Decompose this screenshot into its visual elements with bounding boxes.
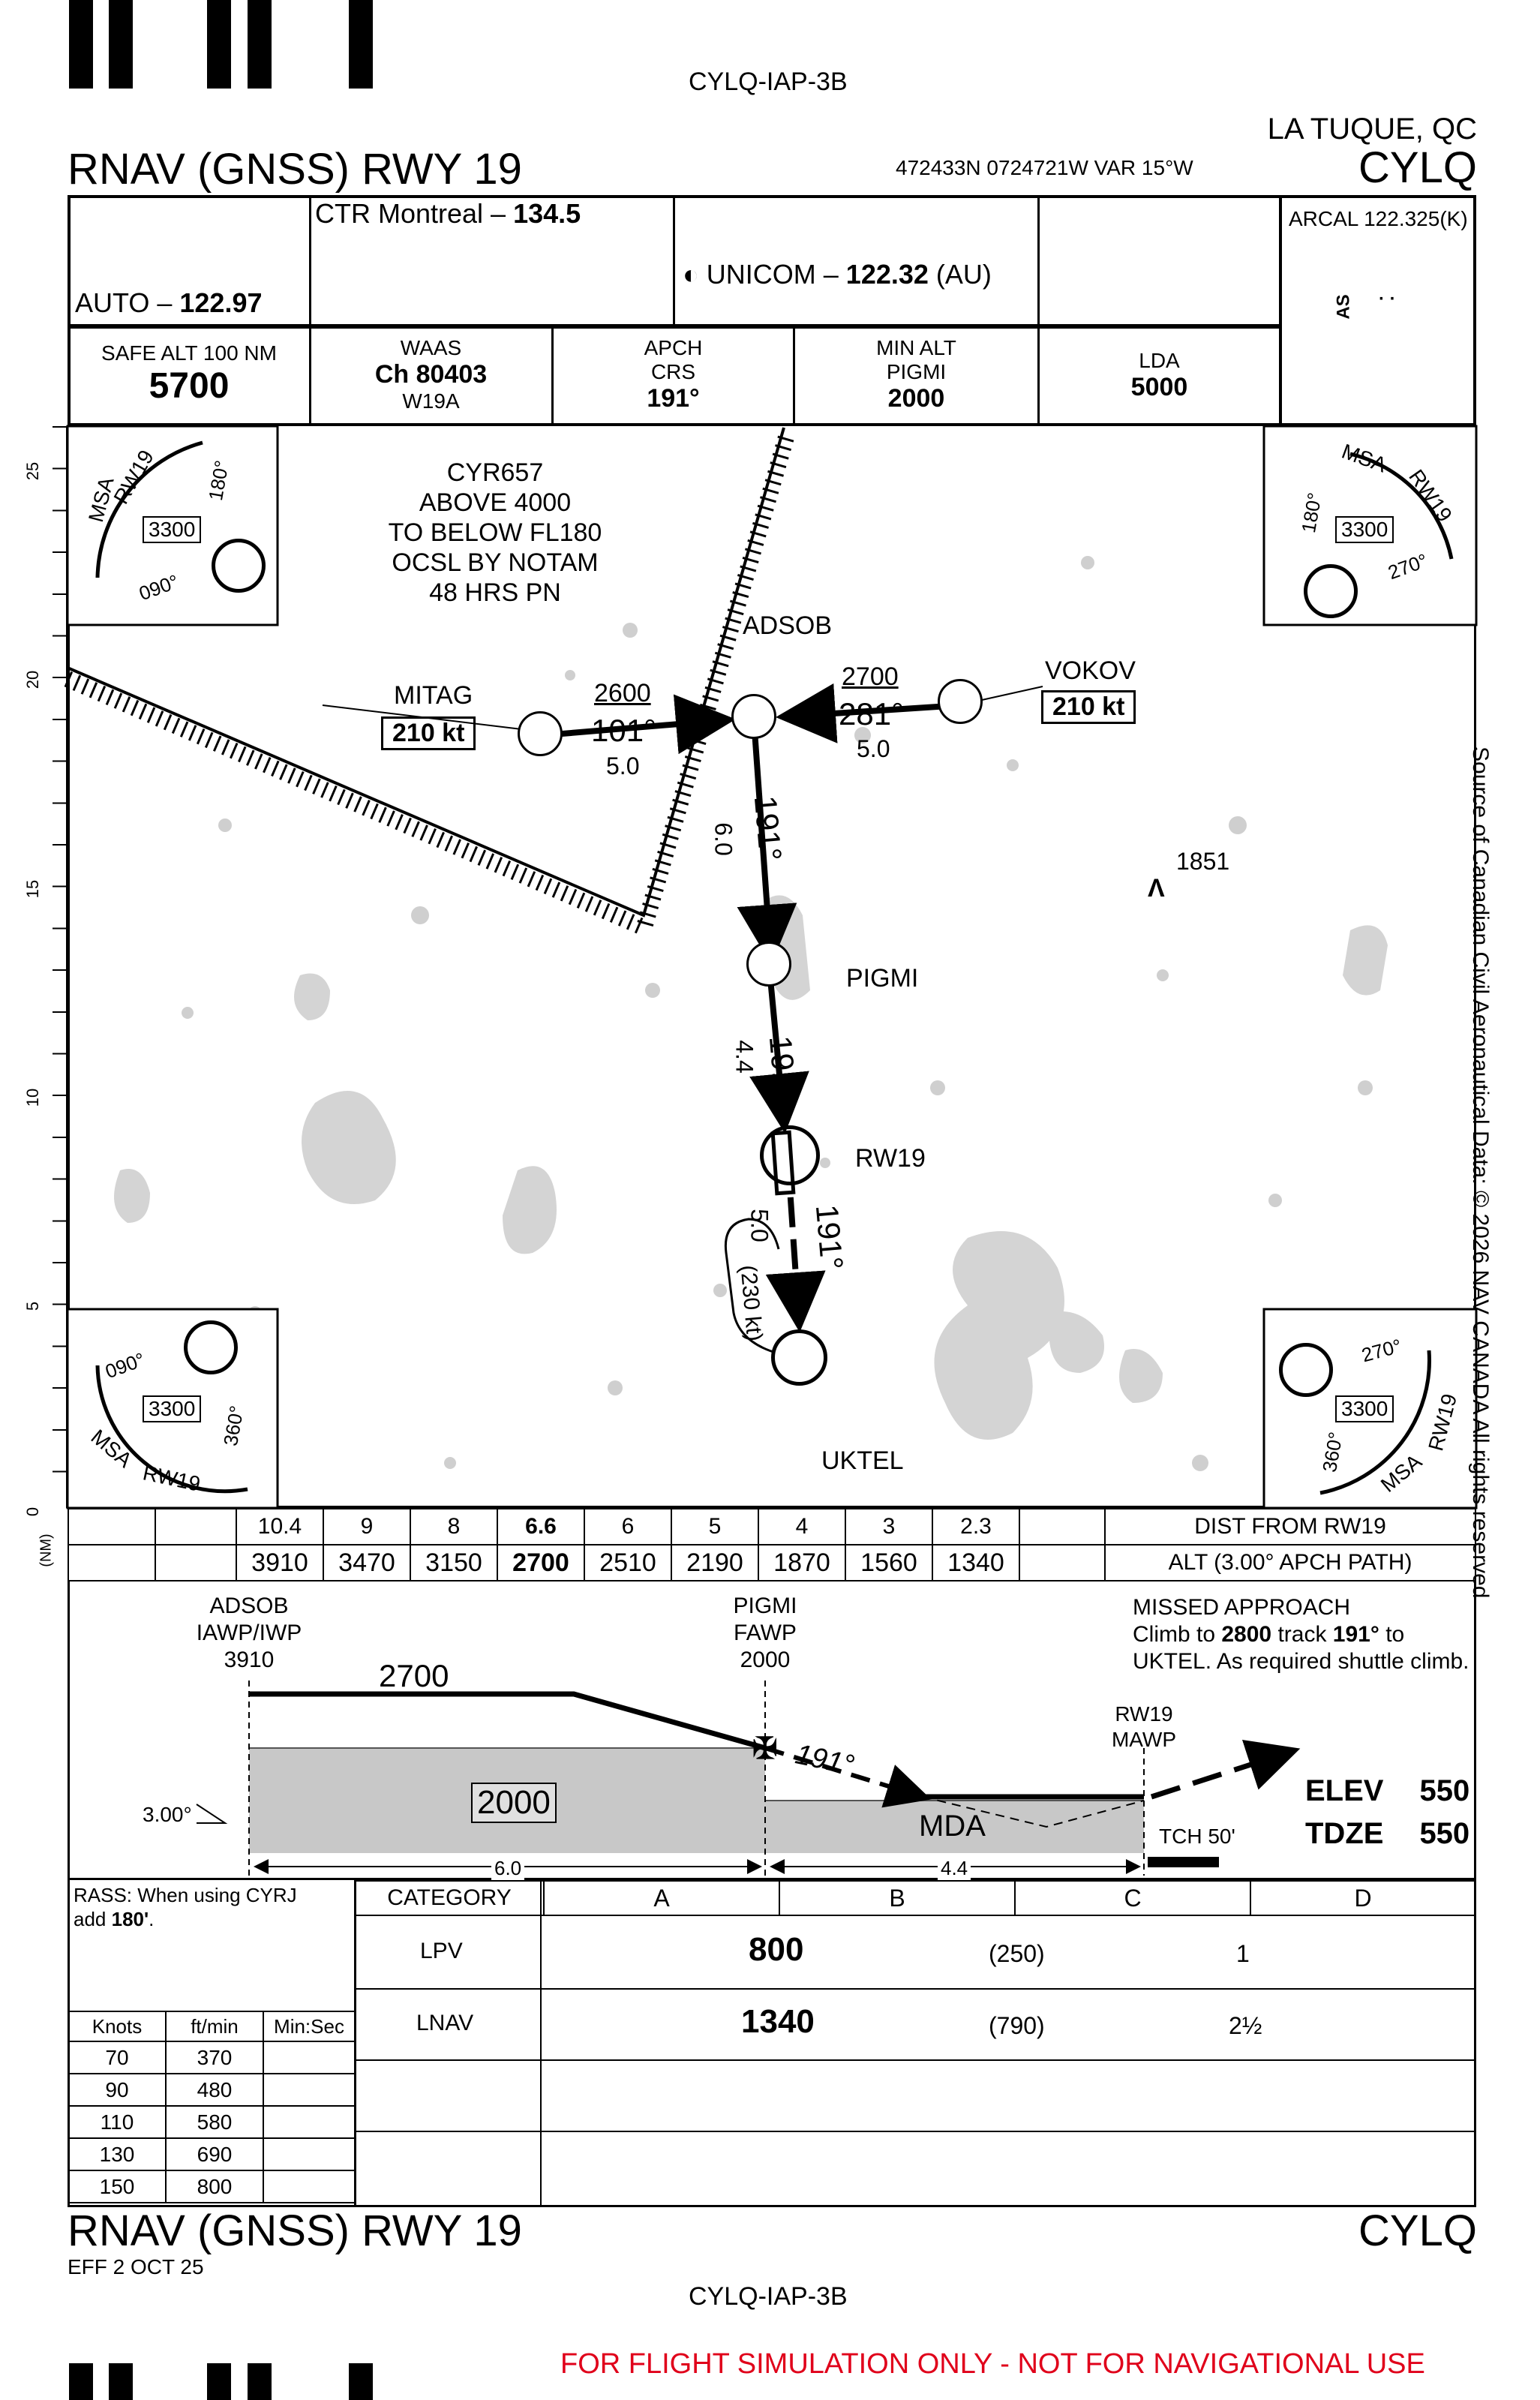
msa-label: MSA — [1376, 1449, 1427, 1497]
leg-pigmi-dist: 4.4 — [731, 1040, 758, 1074]
registration-bar — [349, 2363, 373, 2400]
scale-tick-20: 20 — [23, 670, 43, 689]
msa-runway: RW19 — [1404, 465, 1457, 527]
fix-label-uktel: UKTEL — [821, 1446, 904, 1475]
profile-alt-2000: 2000 — [471, 1783, 557, 1823]
registration-bar — [248, 2363, 272, 2400]
leg-adsob-course: 191° — [747, 794, 789, 863]
fix-label-rw19: RW19 — [855, 1144, 926, 1173]
procedure-title: RNAV (GNSS) RWY 19 — [68, 145, 522, 194]
msa-bearing-270: 270° — [1358, 1334, 1404, 1367]
footer-ident: CYLQ — [1358, 2206, 1477, 2255]
minima-row-lpv-vis: 1 — [1236, 1940, 1250, 1967]
fix-label-adsob: ADSOB — [743, 611, 833, 640]
profile-tch: TCH 50' — [1159, 1825, 1235, 1848]
missed-approach: MISSED APPROACH Climb to 2800 track 191° to UKTEL. As required shuttle climb. — [1133, 1595, 1469, 1674]
minima-row-lpv-hat: (250) — [989, 1940, 1045, 1967]
profile-adsob-label: ADSOB IAWP/IWP 3910 — [196, 1593, 302, 1672]
msa-runway: RW19 — [109, 446, 158, 508]
copyright: Source of Canadian Civil Aeronautical Data: © 2026 NAV CANADA All rights reserved — [1468, 746, 1493, 1599]
rass-note: RASS: When using CYRJ add 180'. — [74, 1884, 297, 1930]
speed-limit-vokov: 210 kt — [1041, 690, 1136, 724]
msa-altitude: 3300 — [143, 516, 201, 543]
minima-row-lnav-vis: 2½ — [1229, 2012, 1262, 2039]
msa-bearing-090: 090° — [136, 569, 182, 605]
scale-tick-15: 15 — [23, 879, 43, 899]
scale-tick-10: 10 — [23, 1088, 43, 1107]
fix-label-vokov: VOKOV — [1045, 656, 1136, 685]
registration-bar — [109, 2363, 133, 2400]
fix-label-mitag: MITAG — [394, 681, 473, 710]
minima-table: CATEGORY A B C D — [354, 1880, 1476, 1916]
unicom-icon: ◐ — [683, 259, 699, 290]
safe-alt: SAFE ALT 100 NM 5700 — [101, 341, 277, 406]
tdze: TDZE 550 — [1305, 1817, 1470, 1850]
scale-tick-5: 5 — [23, 1301, 43, 1311]
distance-altitude-table: 10.4 9 8 6.6 6 5 4 3 2.3 DIST FROM RW19 3910 3470 3150 2700 2510 2190 1870 1560 1340 ALT (3.00° APCH PATH) — [68, 1508, 1476, 1581]
profile-alt-2700: 2700 — [379, 1658, 449, 1693]
auto-frequency: AUTO – 122.97 — [75, 287, 263, 318]
msa-bearing-090: 090° — [102, 1347, 149, 1383]
ctr-frequency: CTR Montreal – 134.5 — [315, 198, 581, 229]
leg-missed-course: 191° — [809, 1203, 851, 1272]
leg-vokov-course: 281° — [839, 696, 904, 731]
leg-mitag-course: 101° — [591, 713, 656, 748]
rate-of-descent-table: Knots ft/min Min:Sec 70 370 90 480 110 580 130 690 150 800 — [68, 2011, 356, 2203]
min-alt: MIN ALT PIGMI 2000 — [876, 336, 956, 413]
approach-course: APCH CRS 191° — [644, 336, 703, 413]
profile-pigmi-label: PIGMI FAWP 2000 — [733, 1593, 797, 1672]
arcal-morse-id: AS — [1333, 294, 1354, 320]
airport-ident: CYLQ — [1358, 143, 1477, 192]
minima-row-lpv-da: 800 — [749, 1931, 804, 1968]
footer-title: RNAV (GNSS) RWY 19 — [68, 2206, 522, 2255]
leg-mitag-alt: 2600 — [594, 679, 651, 707]
msa-label: MSA — [86, 1425, 137, 1472]
msa-altitude: 3300 — [1335, 1395, 1394, 1422]
msa-runway: RW19 — [140, 1461, 203, 1496]
airport-coords: 472433N 0724721W VAR 15°W — [896, 156, 1193, 179]
obstacle-icon: Λ — [1148, 874, 1165, 903]
minima-row-lnav-name: LNAV — [416, 2011, 474, 2035]
airspace-note: CYR657 ABOVE 4000 TO BELOW FL180 OCSL BY NOTAM 48 HRS PN — [388, 458, 602, 607]
effective-date: EFF 2 OCT 25 — [68, 2255, 204, 2278]
profile-dist-right: 4.4 — [938, 1857, 971, 1880]
registration-bar — [69, 2363, 93, 2400]
elevation: ELEV 550 — [1305, 1774, 1470, 1807]
msa-altitude: 3300 — [143, 1395, 201, 1422]
scale-tick-0: 0 — [23, 1506, 43, 1517]
profile-glide-angle: 3.00° — [143, 1803, 192, 1826]
holding-speed: (230 kt) — [735, 1263, 767, 1343]
scale-tick-25: 25 — [23, 461, 43, 481]
profile-maltese-cross-icon: ✠ — [752, 1732, 778, 1765]
profile-dist-left: 6.0 — [491, 1857, 524, 1880]
msa-runway: RW19 — [1424, 1391, 1462, 1454]
arcal-frequency: ARCAL 122.325(K) — [1289, 207, 1468, 230]
profile-course: 191° — [792, 1738, 857, 1782]
leg-missed-dist: 5.0 — [746, 1209, 773, 1242]
leg-vokov-alt: 2700 — [842, 662, 899, 691]
minima-row-lnav-da: 1340 — [741, 2003, 815, 2040]
msa-bearing-360: 360° — [1317, 1430, 1347, 1474]
leg-vokov-dist: 5.0 — [857, 735, 890, 762]
waas-channel: WAAS Ch 80403 W19A — [374, 336, 488, 413]
unicom-frequency: ◐ UNICOM – 122.32 (AU) — [683, 259, 992, 290]
leg-pigmi-course: 191° — [762, 1034, 804, 1103]
msa-label: MSA — [1338, 439, 1390, 477]
profile-mda: MDA — [919, 1810, 986, 1843]
msa-bearing-360: 360° — [218, 1404, 248, 1448]
msa-bearing-270: 270° — [1385, 548, 1431, 584]
minima-row-lpv-name: LPV — [420, 1939, 463, 1963]
registration-bar — [207, 2363, 231, 2400]
location: LA TUQUE, QC — [1267, 113, 1477, 146]
scale-unit: (NM) — [38, 1533, 55, 1567]
simulation-disclaimer: FOR FLIGHT SIMULATION ONLY - NOT FOR NAVIGATIONAL USE — [560, 2348, 1425, 2380]
morse-dots: · · — [1379, 289, 1396, 309]
msa-altitude: 3300 — [1335, 516, 1394, 543]
obstacle-elevation: 1851 — [1176, 848, 1230, 875]
fix-label-pigmi: PIGMI — [846, 964, 919, 993]
leg-adsob-dist: 6.0 — [710, 822, 737, 856]
msa-bearing-180: 180° — [203, 458, 233, 503]
profile-rw19-label: RW19 MAWP — [1111, 1702, 1177, 1751]
chart-id-top: CYLQ-IAP-3B — [689, 68, 848, 96]
minima-row-lnav-hat: (790) — [989, 2012, 1045, 2039]
leg-mitag-dist: 5.0 — [606, 752, 640, 779]
chart-id-bottom: CYLQ-IAP-3B — [689, 2282, 848, 2311]
lda: LDA 5000 — [1130, 349, 1188, 401]
speed-limit-mitag: 210 kt — [381, 716, 476, 750]
msa-label: MSA — [84, 474, 119, 525]
msa-bearing-180: 180° — [1296, 491, 1326, 535]
